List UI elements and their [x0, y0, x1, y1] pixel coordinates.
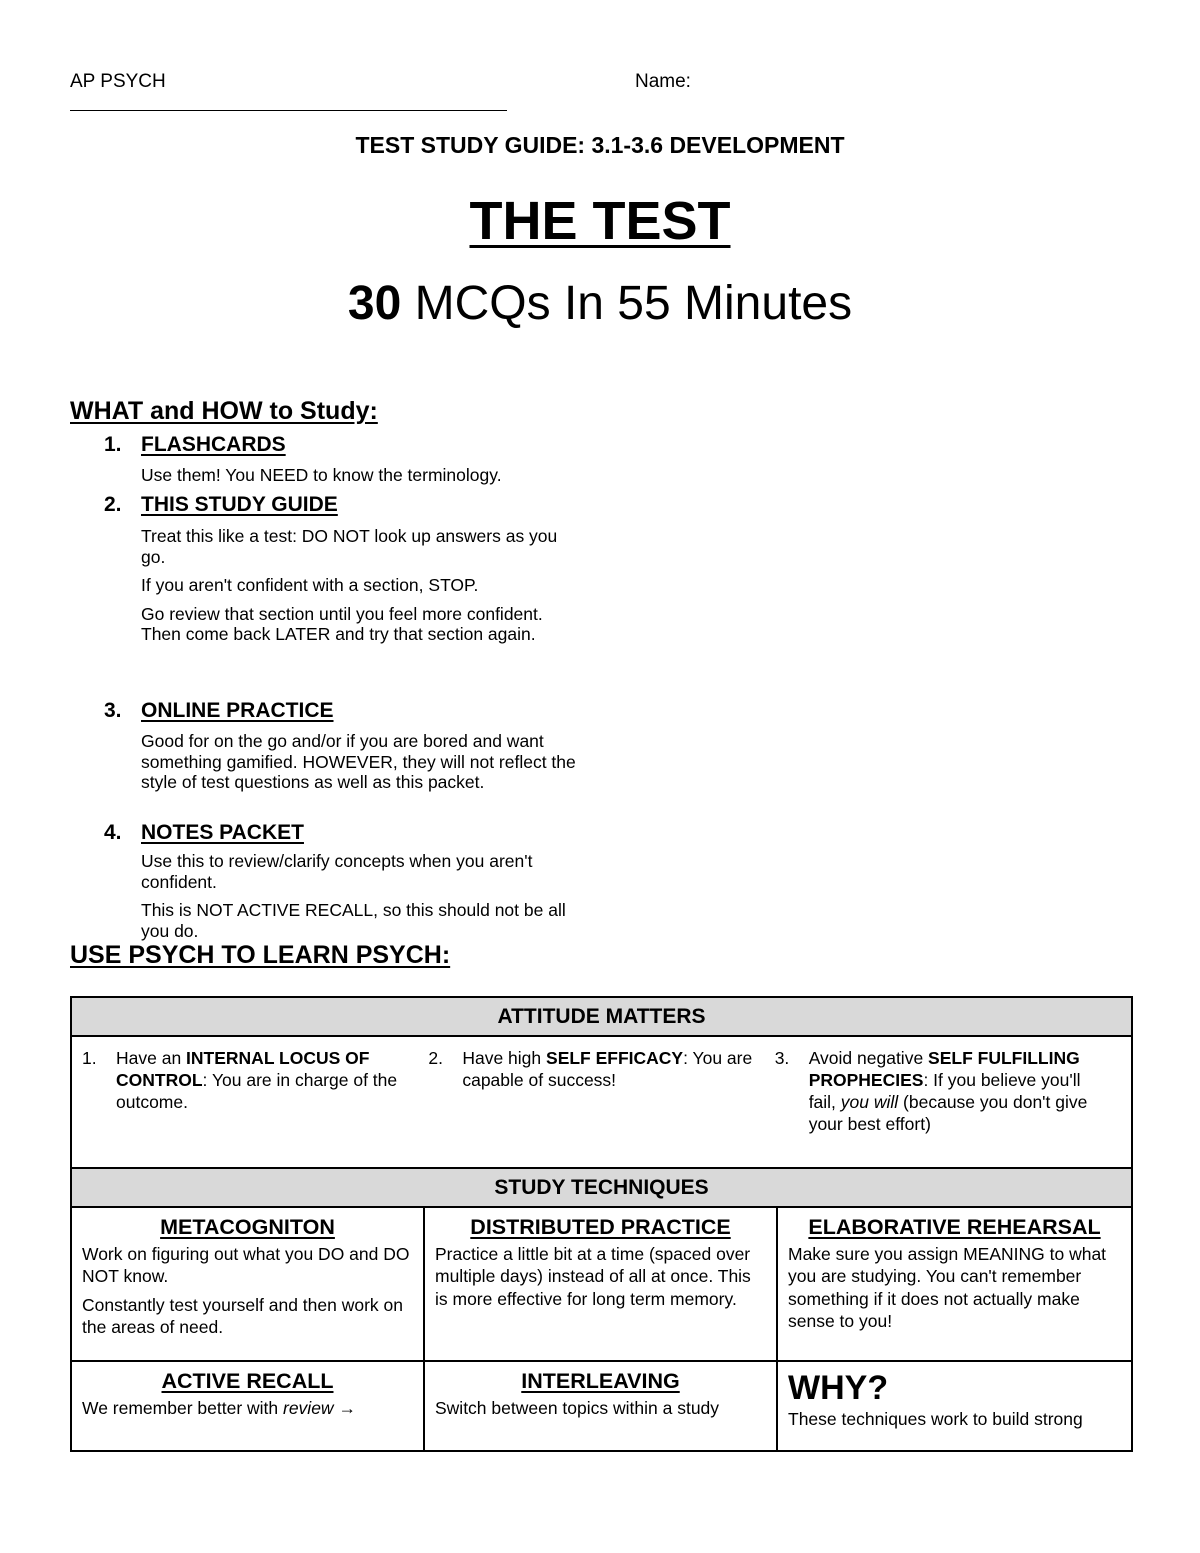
- study-heading: WHAT and HOW to Study:: [70, 397, 378, 425]
- item-3-text: [141, 731, 591, 801]
- distributed-practice-text: Practice a little bit at a time (spaced over multiple days) instead of all at once. This is more effective for long term memory.: [435, 1243, 751, 1309]
- item-3-title: ONLINE PRACTICE: [141, 699, 334, 722]
- metacognition-text: Work on figuring out what you DO and DO NOT know.: [82, 1243, 410, 1286]
- the-test-title: THE TEST: [469, 191, 731, 251]
- techniques-band: STUDY TECHNIQUES: [71, 1168, 1132, 1207]
- item-4-paragraph: Use this to review/clarify concepts when you aren't confident.: [141, 851, 533, 892]
- item-4-title: NOTES PACKET: [141, 821, 304, 844]
- item-1-number: 1.: [104, 433, 122, 456]
- why-title: WHY?: [788, 1369, 889, 1407]
- attitude-item: 3. Avoid negative SELF FULFILLING PROPHECIES: If you believe you'll fail, you will (because you don't give your best effort): [774, 1048, 1088, 1134]
- psych-heading: USE PSYCH TO LEARN PSYCH:: [70, 941, 451, 969]
- attitude-item: 1. Have an INTERNAL LOCUS OF CONTROL: You are in charge of the outcome.: [82, 1048, 398, 1112]
- interleaving-text: Switch between topics within a study: [435, 1397, 720, 1418]
- mcq-rest: MCQs In 55 Minutes: [401, 277, 853, 330]
- attitude-row: [71, 1036, 1132, 1168]
- item-1-text: [141, 465, 591, 494]
- item-2-text: [141, 526, 581, 653]
- elaborative-rehearsal-text: Make sure you assign MEANING to what you are studying. You can't remember something if it does not actually make sense to you!: [788, 1243, 1107, 1331]
- elaborative-rehearsal-title: ELABORATIVE REHEARSAL: [808, 1215, 1101, 1239]
- item-4-text: [141, 851, 581, 949]
- elaborative-rehearsal-cell: [777, 1207, 1132, 1361]
- course-label: AP PSYCH: [70, 71, 166, 92]
- interleaving-title: INTERLEAVING: [521, 1369, 680, 1393]
- distributed-practice-cell: [424, 1207, 777, 1361]
- name-label: Name:: [635, 71, 691, 92]
- metacognition-title: METACOGNITON: [160, 1215, 335, 1239]
- active-recall-title: ACTIVE RECALL: [161, 1369, 334, 1393]
- why-text: These techniques work to build strong: [788, 1409, 1083, 1429]
- item-2-paragraph: Treat this like a test: DO NOT look up answers as you go.: [141, 526, 558, 567]
- metacognition-cell: [71, 1207, 424, 1361]
- item-1-paragraph: Use them! You NEED to know the terminology.: [141, 465, 502, 485]
- distributed-practice-title: DISTRIBUTED PRACTICE: [470, 1215, 731, 1239]
- why-cell: [777, 1361, 1132, 1451]
- item-4-number: 4.: [104, 821, 122, 844]
- item-3-paragraph: Good for on the go and/or if you are bored and want something gamified. HOWEVER, they will not reflect the style of test questions as well as this packet.: [141, 731, 576, 792]
- study-techniques-table: [70, 996, 1133, 1452]
- active-recall-cell: [71, 1361, 424, 1451]
- item-2-number: 2.: [104, 493, 122, 516]
- interleaving-cell: [424, 1361, 777, 1451]
- guide-title: TEST STUDY GUIDE: 3.1-3.6 DEVELOPMENT: [355, 132, 845, 158]
- mcq-count: 30: [347, 277, 402, 330]
- item-2-title: THIS STUDY GUIDE: [141, 493, 338, 516]
- item-2-paragraph: Go review that section until you feel more confident. Then come back LATER and try that section again.: [141, 603, 543, 644]
- active-recall-text: We remember better with review →: [82, 1397, 356, 1418]
- attitude-band: ATTITUDE MATTERS: [71, 997, 1132, 1036]
- item-2-paragraph: If you aren't confident with a section, STOP.: [141, 575, 479, 595]
- header-underline: [70, 110, 507, 111]
- metacognition-text: Constantly test yourself and then work on the areas of need.: [82, 1294, 404, 1337]
- item-4-paragraph: This is NOT ACTIVE RECALL, so this should not be all you do.: [141, 900, 566, 941]
- item-3-number: 3.: [104, 699, 122, 722]
- attitude-item: 2. Have high SELF EFFICACY: You are capable of success!: [428, 1048, 753, 1090]
- mcq-subtitle: [0, 276, 1200, 331]
- item-1-title: FLASHCARDS: [141, 433, 286, 456]
